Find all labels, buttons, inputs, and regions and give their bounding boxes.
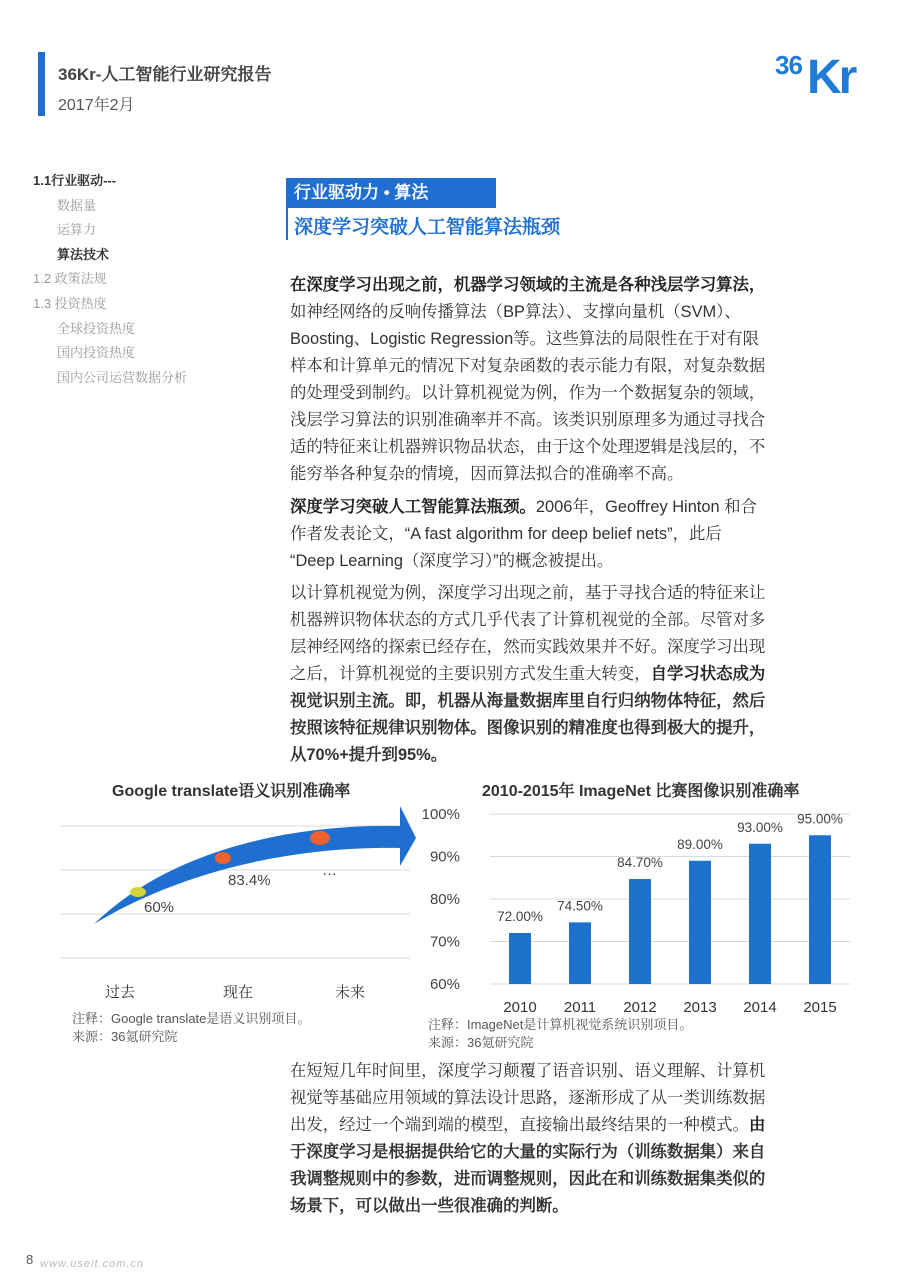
bar xyxy=(749,844,771,984)
data-point xyxy=(130,887,146,897)
trend-arrow xyxy=(94,806,416,924)
text-line: 的处理受到制约。以计算机视觉为例，作为一个数据复杂的领域， xyxy=(290,384,766,402)
bar xyxy=(569,922,591,984)
report-title: 36Kr-人工智能行业研究报告 xyxy=(58,65,272,84)
text-line: 作者发表论文，“A fast algorithm for deep belief nets”，此后 xyxy=(290,525,722,543)
right-chart-source: 来源：36氪研究院 xyxy=(428,1035,534,1050)
paragraph-shallow-learning xyxy=(290,272,832,488)
text-line xyxy=(290,661,832,688)
imagenet-chart-title: 2010-2015年 ImageNet 比赛图像识别准确率 xyxy=(482,783,800,800)
text-line: 能穷举各种复杂的情境，因而算法拟合的准确率不高。 xyxy=(290,465,684,483)
logo-letters: Kr xyxy=(807,51,855,104)
text-line: 在短短几年时间里，深度学习颠覆了语音识别、语义理解、计算机 xyxy=(290,1062,766,1080)
text-line: 视觉识别主流。即，机器从海量数据库里自行归纳物体特征，然后 xyxy=(290,692,766,710)
google-chart-title: Google translate语义识别准确率 xyxy=(112,783,351,800)
toc-item[interactable]: 全球投资热度 xyxy=(57,320,136,336)
text-line: 机器辨识物体状态的方式几乎代表了计算机视觉的全部。尽管对多 xyxy=(290,611,766,629)
bar xyxy=(809,835,831,984)
x-tick-label: 过去 xyxy=(104,984,136,1001)
x-tick-label: 2013 xyxy=(683,999,717,1016)
toc-item[interactable]: 1.3 投资热度 xyxy=(33,296,107,311)
toc-item[interactable]: 运算力 xyxy=(57,222,97,238)
text-line xyxy=(290,272,832,299)
imagenet-data-labels xyxy=(497,811,843,924)
y-tick-label: 80% xyxy=(429,891,460,908)
left-chart-source: 来源：36氪研究院 xyxy=(72,1029,178,1044)
bar xyxy=(629,879,651,984)
imagenet-gridlines xyxy=(490,814,850,984)
paragraph-end-to-end xyxy=(290,1058,832,1220)
google-translate-chart xyxy=(60,800,420,1010)
toc-item[interactable]: 1.2 政策法规 xyxy=(33,271,107,287)
data-label: 72.00% xyxy=(497,909,543,924)
data-label: 95.00% xyxy=(797,811,843,827)
toc-item[interactable]: 国内公司运营数据分析 xyxy=(57,369,188,385)
bold-lead: 深度学习突破人工智能算法瓶颈。 xyxy=(290,498,536,516)
header-accent-bar xyxy=(38,52,45,116)
left-chart-note: 注释：Google translate是语义识别项目。 xyxy=(72,1011,311,1026)
text-line: 浅层学习算法的识别准确率并不高。该类识别原理多为通过寻找合 xyxy=(290,411,766,429)
paragraph-deep-learning-origin xyxy=(290,494,832,575)
x-tick-label: 现在 xyxy=(222,984,254,1001)
text-line: Boosting、Logistic Regression等。这些算法的局限性在于对有限 xyxy=(290,330,760,348)
text-line: 于深度学习是根据提供给它的大量的实际行为（训练数据集）来自 xyxy=(290,1143,766,1161)
logo-digits: 36 xyxy=(775,50,802,80)
text-line xyxy=(290,1112,832,1139)
bar xyxy=(689,861,711,984)
text-line: 从70%+提升到95%。 xyxy=(290,746,448,764)
google-chart-x-labels xyxy=(105,984,365,1001)
text-line: “Deep Learning（深度学习）”的概念被提出。 xyxy=(290,552,614,570)
toc-item[interactable]: 算法技术 xyxy=(57,246,110,262)
text-line: 样本和计算单元的情况下对复杂函数的表示能力有限，对复杂数据 xyxy=(290,357,766,375)
imagenet-y-ticks xyxy=(422,806,460,993)
text-line: 场景下，可以做出一些很准确的判断。 xyxy=(290,1197,569,1215)
page-number: 8 xyxy=(26,1252,34,1267)
bold-run: 由 xyxy=(748,1116,766,1134)
text-line: 视觉等基础应用领域的算法设计思路，逐渐形成了从一类训练数据 xyxy=(290,1089,766,1107)
x-tick-label: 2012 xyxy=(623,999,657,1016)
y-tick-label: 100% xyxy=(421,806,460,823)
right-chart-note: 注释：ImageNet是计算机视觉系统识别项目。 xyxy=(428,1017,693,1032)
section-heading: 行业驱动力 • 算法 xyxy=(286,178,496,208)
y-tick-label: 60% xyxy=(429,976,460,993)
x-tick-label: 未来 xyxy=(334,984,366,1001)
bold-run: 自学习状态成为 xyxy=(650,665,766,683)
x-tick-label: 2011 xyxy=(563,999,597,1016)
text-run: 之后，计算机视觉的主要识别方式发生重大转变， xyxy=(290,665,651,683)
toc-item[interactable]: 1.1行业驱动--- xyxy=(33,173,117,188)
text-line: 适的特征来让机器辨识物品状态，由于这个处理逻辑是浅层的，不 xyxy=(290,438,766,456)
data-point xyxy=(215,852,231,864)
data-label: 74.50% xyxy=(557,898,603,914)
imagenet-bar-chart xyxy=(420,800,860,1018)
data-point xyxy=(310,831,330,845)
text-line: 我调整规则中的参数，进而调整规则，因此在和训练数据集类似的 xyxy=(290,1170,766,1188)
text-line: 如神经网络的反响传播算法（BP算法）、支撑向量机（SVM）、 xyxy=(290,303,741,321)
text-line: 层神经网络的探索已经存在，然而实践效果并不好。深度学习出现 xyxy=(290,638,766,656)
data-label: 84.70% xyxy=(617,855,663,871)
text-line: 按照该特征规律识别物体。图像识别的精准度也得到极大的提升， xyxy=(290,719,766,737)
bold-lead: 在深度学习出现之前，机器学习领域的主流是各种浅层学习算法， xyxy=(290,276,766,294)
watermark: www.useit.com.cn xyxy=(40,1258,145,1270)
x-tick-label: 2014 xyxy=(743,999,777,1016)
text-run: 2006年，Geoffrey Hinton 和合 xyxy=(535,498,757,516)
text-line: 以计算机视觉为例，深度学习出现之前，基于寻找合适的特征来让 xyxy=(290,584,766,602)
x-tick-label: 2015 xyxy=(803,999,837,1016)
y-tick-label: 70% xyxy=(429,933,460,951)
imagenet-x-ticks xyxy=(503,999,836,1016)
point-label: … xyxy=(322,862,337,879)
point-label: 60% xyxy=(144,899,175,916)
text-run: 出发，经过一个端到端的模型，直接输出最终结果的一种模式。 xyxy=(290,1116,749,1134)
y-tick-label: 90% xyxy=(429,848,460,866)
text-line xyxy=(290,494,832,521)
bar xyxy=(509,933,531,984)
toc-item[interactable]: 数据量 xyxy=(57,197,97,213)
x-tick-label: 2010 xyxy=(503,999,537,1016)
data-label: 93.00% xyxy=(737,819,783,835)
section-subheading: 深度学习突破人工智能算法瓶颈 xyxy=(294,217,561,238)
point-label: 83.4% xyxy=(228,872,271,889)
paragraph-computer-vision xyxy=(290,580,832,769)
36kr-logo xyxy=(775,52,871,104)
toc-item[interactable]: 国内投资热度 xyxy=(57,345,136,361)
data-label: 89.00% xyxy=(677,836,723,852)
report-date: 2017年2月 xyxy=(58,97,135,114)
